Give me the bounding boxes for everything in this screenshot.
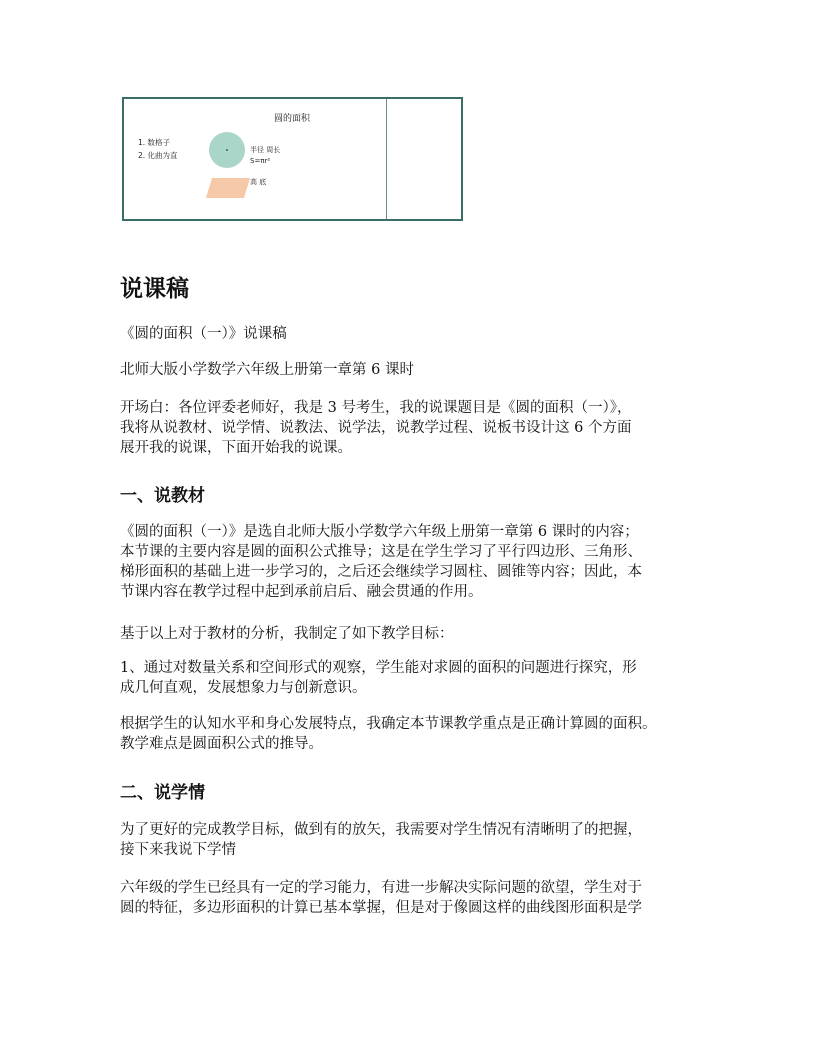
- circle-center-dot: [226, 149, 228, 151]
- board-title: 圆的面积: [274, 114, 311, 124]
- student-analysis-intro: [120, 820, 710, 860]
- document-title: 说课稿: [120, 276, 189, 302]
- key-points-paragraph: [120, 714, 710, 754]
- opening-paragraph: [120, 398, 710, 458]
- text-line: 圆的特征，多边形面积的计算已基本掌握，但是对于像圆这样的曲线图形面积是学: [120, 900, 642, 916]
- blackboard-design-figure: [122, 97, 463, 221]
- text-line: 六年级的学生已经具有一定的学习能力，有进一步解决实际问题的欲望，学生对于: [120, 880, 642, 896]
- parallelogram-shape: [206, 178, 250, 198]
- textbook-paragraph: [120, 522, 710, 602]
- objectives-intro: 基于以上对于教材的分析，我制定了如下教学目标：: [120, 626, 454, 642]
- board-method-item: 1. 数格子: [138, 138, 171, 147]
- student-analysis-paragraph: [120, 878, 710, 918]
- text-line: 梯形面积的基础上进一步学习的，之后还会继续学习圆柱、圆锥等内容；因此，本: [120, 564, 642, 580]
- text-line: 我将从说教材、说学情、说教法、说学法，说教学过程、说板书设计这 6 个方面: [120, 420, 632, 436]
- text-line: 成几何直观，发展想象力与创新意识。: [120, 680, 367, 696]
- text-line: 根据学生的认知水平和身心发展特点，我确定本节课教学重点是正确计算圆的面积。: [120, 716, 657, 732]
- text-line: 《圆的面积（一）》是选自北师大版小学数学六年级上册第一章第 6 课时的内容；: [120, 524, 639, 540]
- text-line: 本节课的主要内容是圆的面积公式推导；这是在学生学习了平行四边形、三角形、: [120, 544, 642, 560]
- text-line: 开场白：各位评委老师好，我是 3 号考生，我的说课题目是《圆的面积（一）》，: [120, 400, 632, 416]
- board-height-base-label: 高 底: [250, 178, 267, 186]
- text-line: 1、通过对数量关系和空间形式的观察，学生能对求圆的面积的问题进行探究，形: [120, 660, 637, 676]
- objective-item: [120, 658, 710, 698]
- section-heading-textbook: 一、说教材: [120, 486, 205, 506]
- text-line: 接下来我说下学情: [120, 842, 236, 858]
- text-line: 教学难点是圆面积公式的推导。: [120, 736, 323, 752]
- board-divider: [386, 99, 387, 219]
- lesson-source: 北师大版小学数学六年级上册第一章第 6 课时: [120, 362, 414, 378]
- board-radius-circumference-label: 半径 周长: [250, 146, 281, 154]
- text-line: 为了更好的完成教学目标，做到有的放矢，我需要对学生情况有清晰明了的把握，: [120, 822, 642, 838]
- text-line: 节课内容在教学过程中起到承前启后、融会贯通的作用。: [120, 584, 483, 600]
- circle-shape: [209, 132, 245, 168]
- text-line: 展开我的说课，下面开始我的说课。: [120, 440, 352, 456]
- board-formula-label: S=πr²: [250, 157, 271, 165]
- lesson-subtitle: 《圆的面积（一）》说课稿: [120, 326, 287, 342]
- board-method-list: [138, 136, 178, 162]
- section-heading-students: 二、说学情: [120, 783, 205, 803]
- board-method-item: 2. 化曲为直: [138, 151, 178, 160]
